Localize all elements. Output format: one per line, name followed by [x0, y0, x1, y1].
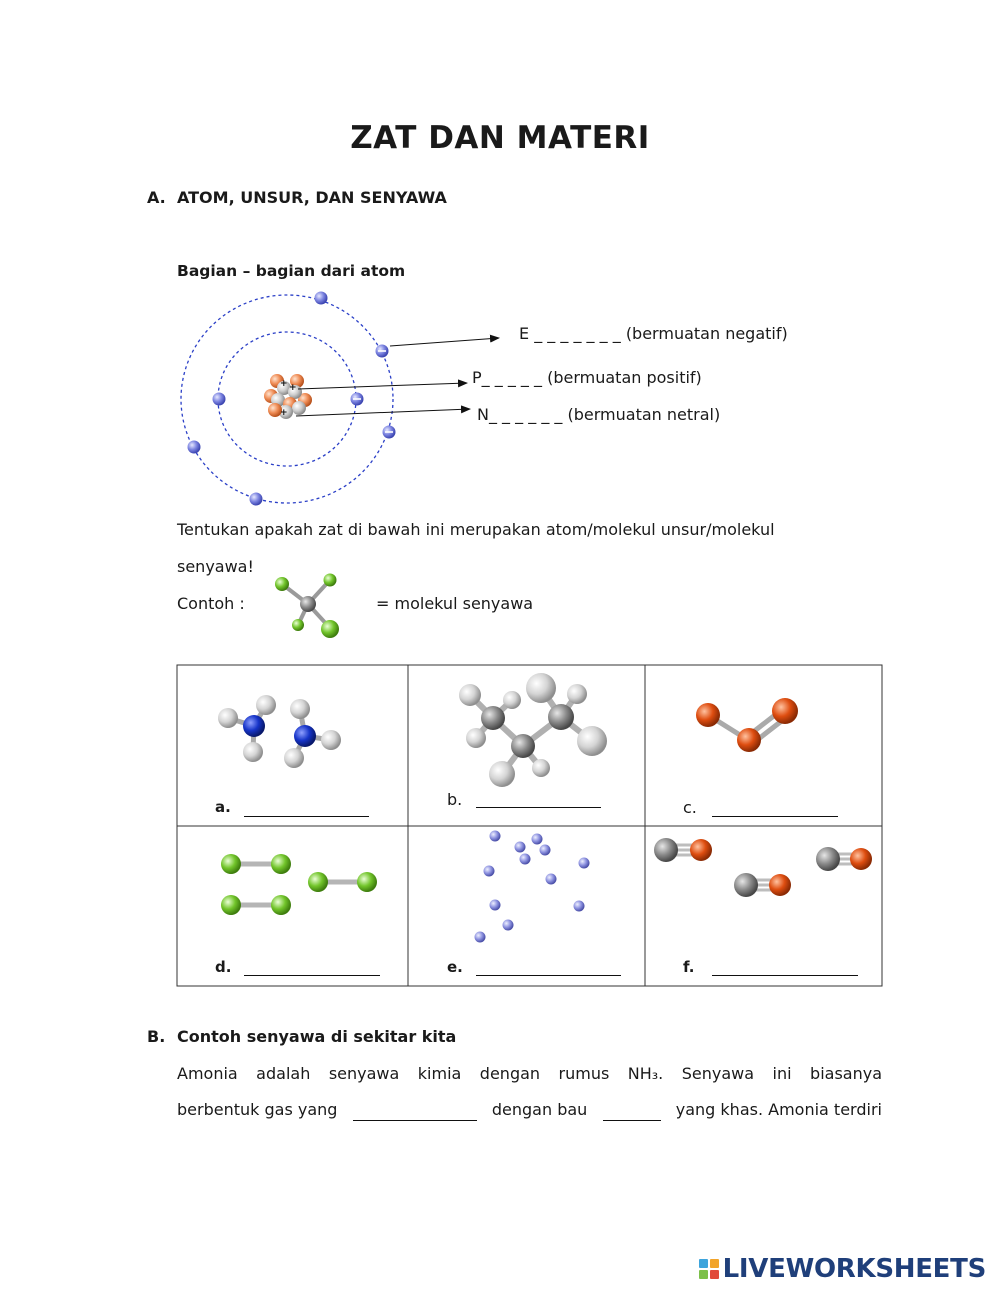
atom-subtitle: Bagian – bagian dari atom	[177, 262, 406, 280]
section-b-letter: B.	[147, 1027, 166, 1046]
cell-c-answer[interactable]	[712, 796, 838, 817]
cell-d-answer[interactable]	[244, 955, 380, 976]
section-b-line-1: Amonia adalah senyawa kimia dengan rumus NH₃. Senyawa ini biasanya	[177, 1064, 882, 1083]
line2-part-3: yang khas. Amonia terdiri	[675, 1100, 882, 1119]
chlorine-molecules	[221, 854, 377, 915]
electron-note: (bermuatan negatif)	[625, 324, 788, 343]
proton-note: (bermuatan positif)	[547, 368, 702, 387]
section-b-title: Contoh senyawa di sekitar kita	[177, 1027, 457, 1046]
carbon-monoxide-molecules	[654, 838, 872, 897]
cell-c-label: c.	[683, 798, 697, 817]
svg-text:+: +	[289, 383, 297, 393]
section-a-letter: A.	[147, 188, 166, 207]
instruction-line-2: senyawa!	[177, 557, 254, 576]
section-a-title: ATOM, UNSUR, DAN SENYAWA	[177, 188, 447, 207]
electron-letter: E	[519, 324, 530, 343]
line2-part-2: dengan bau	[491, 1100, 588, 1119]
proton-blank[interactable]: _ _ _ _ _	[481, 368, 542, 387]
gas-property-input[interactable]	[353, 1102, 477, 1121]
ammonia-molecules	[218, 695, 341, 768]
cell-d-label: d.	[215, 958, 232, 976]
page-title: ZAT DAN MATERI	[350, 120, 650, 156]
instruction-line-1: Tentukan apakah zat di bawah ini merupakan atom/molekul unsur/molekul	[177, 520, 775, 539]
example-answer: = molekul senyawa	[376, 594, 534, 613]
cell-a-answer[interactable]	[244, 796, 369, 817]
svg-text:+: +	[280, 408, 288, 418]
neutron-note: (bermuatan netral)	[567, 405, 721, 424]
neutron-blank[interactable]: _ _ _ _ _ _	[488, 405, 563, 424]
logo-text: LIVEWORKSHEETS	[722, 1254, 986, 1284]
smell-input[interactable]	[603, 1102, 661, 1121]
neutron-letter: N	[477, 405, 489, 424]
cell-b-answer[interactable]	[476, 787, 601, 808]
propane-molecule	[459, 673, 607, 787]
example-label: Contoh :	[177, 594, 245, 613]
cell-e-answer[interactable]	[476, 955, 621, 976]
cell-f-label: f.	[683, 958, 695, 976]
single-atoms	[475, 831, 590, 943]
liveworksheets-logo[interactable]	[699, 1254, 986, 1284]
cell-a-label: a.	[215, 798, 231, 816]
svg-text:+: +	[280, 379, 288, 389]
line2-part-1: berbentuk gas yang	[177, 1100, 338, 1119]
liveworksheets-logo-icon	[699, 1259, 719, 1279]
ozone-molecule	[696, 698, 798, 752]
cell-b-label: b.	[447, 790, 463, 809]
electron-blank[interactable]: _ _ _ _ _ _ _	[534, 324, 621, 343]
proton-letter: P	[472, 368, 482, 387]
section-b-line-2	[177, 1100, 882, 1121]
cell-f-answer[interactable]	[712, 955, 858, 976]
cell-e-label: e.	[447, 958, 463, 976]
